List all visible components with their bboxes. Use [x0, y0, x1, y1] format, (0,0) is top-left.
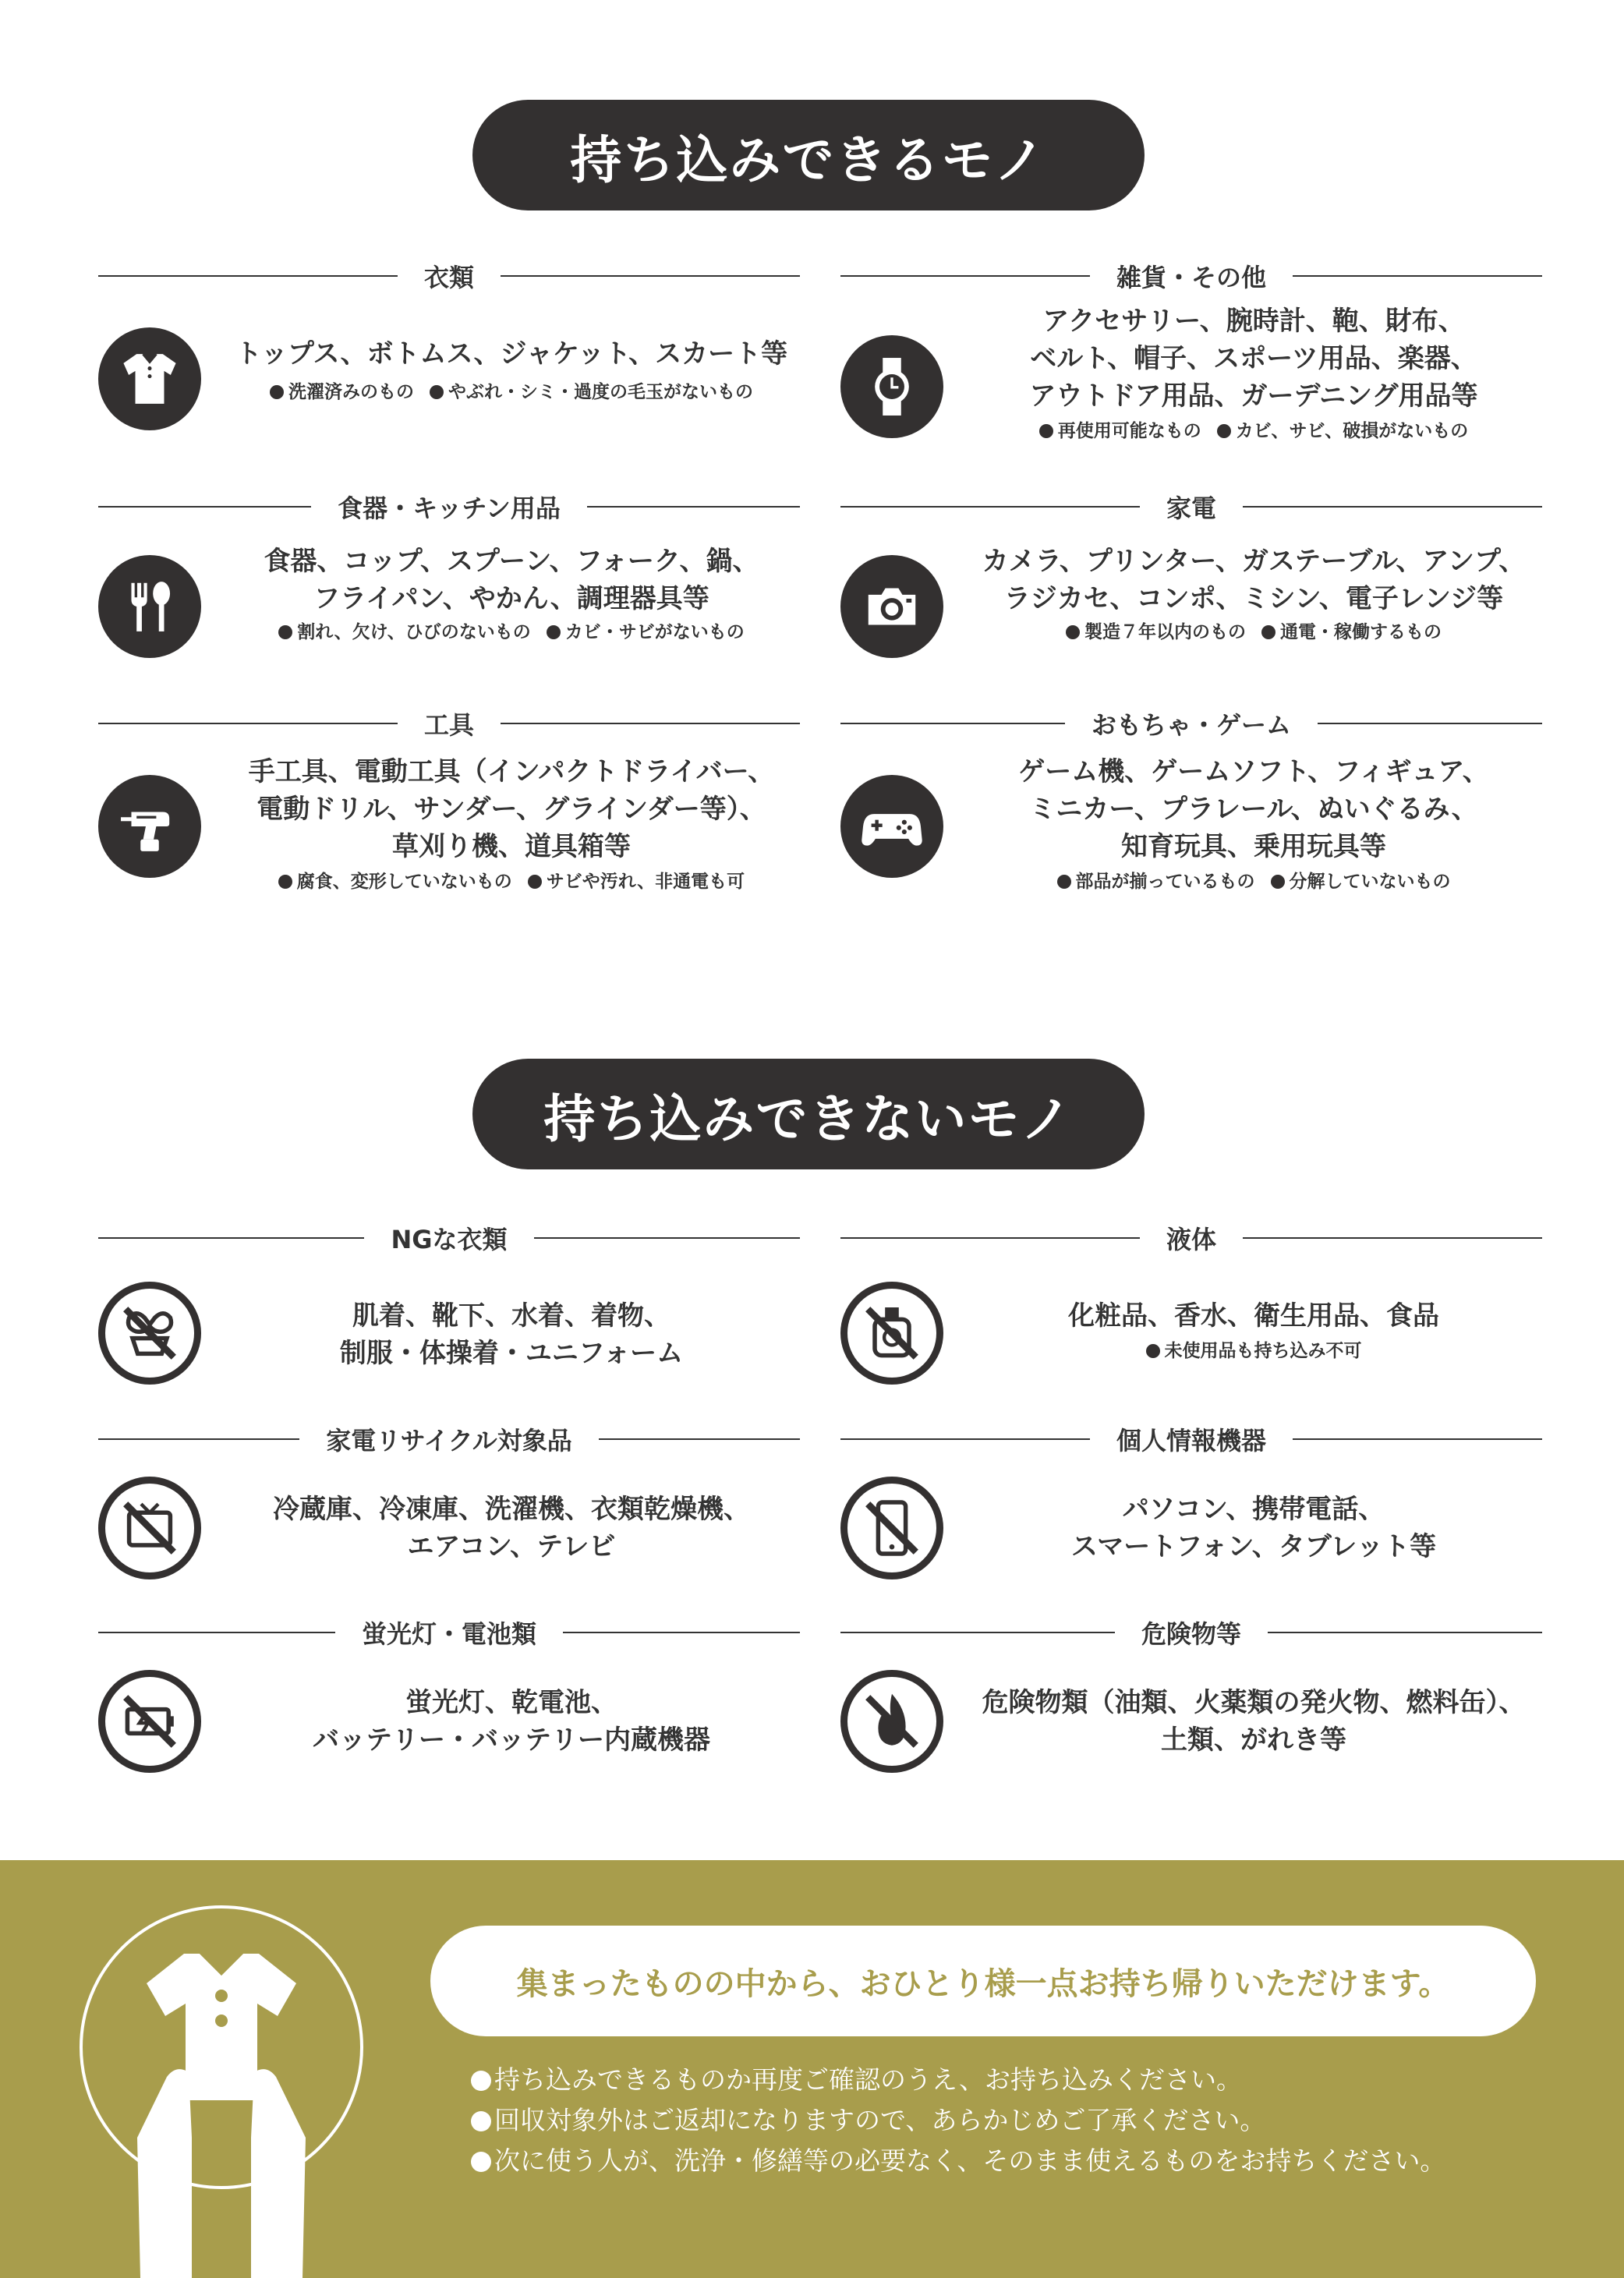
- category-items: トップス、ボトムス、ジャケット、スカート等: [235, 338, 788, 370]
- category-toys: [840, 708, 1542, 892]
- category-items: 危険物類（油類、火薬類の発火物、燃料缶）、 土類、がれき等: [982, 1687, 1526, 1756]
- category-title: 危険物等: [1141, 1619, 1242, 1649]
- category-recycle: [98, 1424, 800, 1562]
- category-title: おもちゃ・ゲーム: [1092, 710, 1292, 740]
- shirt-icon: [98, 327, 201, 430]
- category-notes: 部品が揃っているもの 分解していないもの: [965, 867, 1542, 893]
- hands-shirt-icon: [75, 1904, 371, 2278]
- category-title: 雑貨・その他: [1116, 263, 1267, 292]
- footer-note: 次に使う人が、洗浄・修繕等の必要なく、そのまま使えるものをお持ちください。: [471, 2141, 1445, 2181]
- category-items: パソコン、携帯電話、 スマートフォン、タブレット等: [1070, 1494, 1437, 1562]
- category-notes: 腐食、変形していないもの サビや汚れ、非通電も可: [223, 867, 800, 893]
- footer: [0, 1860, 1624, 2278]
- footer-note: 回収対象外はご返却になりますので、あらかじめご了承ください。: [471, 2100, 1445, 2141]
- category-items: 化粧品、香水、衛生用品、食品: [1068, 1300, 1439, 1332]
- category-notes: 再使用可能なもの カビ、サビ、破損がないもの: [965, 416, 1542, 442]
- category-items: 食器、コップ、スプーン、フォーク、鍋、 フライパン、やかん、調理器具等: [264, 546, 759, 614]
- category-title: 食器・キッチン用品: [338, 493, 561, 523]
- no-phone-icon: [840, 1477, 943, 1579]
- gamepad-icon: [840, 775, 943, 878]
- cutlery-icon: [98, 555, 201, 658]
- category-title: 家電: [1166, 493, 1217, 523]
- category-title: 液体: [1166, 1225, 1217, 1254]
- no-fire-icon: [840, 1670, 943, 1773]
- category-liquid: [840, 1222, 1542, 1361]
- category-items: 蛍光灯、乾電池、 バッテリー・バッテリー内蔵機器: [313, 1687, 710, 1756]
- not-allowed-title: 持ち込みできないモノ: [472, 1059, 1145, 1169]
- watch-icon: [840, 335, 943, 438]
- category-items: ゲーム機、ゲームソフト、フィギュア、 ミニカー、プラレール、ぬいぐるみ、 知育玩具、乗用玩具等: [1018, 756, 1489, 862]
- category-items: 手工具、電動工具（インパクトドライバー、 電動ドリル、サンダー、グラインダー等）、 草刈り機、道具箱等: [248, 756, 775, 862]
- no-perfume-icon: [840, 1282, 943, 1385]
- camera-icon: [840, 555, 943, 658]
- category-clothing: [98, 260, 800, 402]
- category-notes: 製造７年以内のもの 通電・稼働するもの: [965, 617, 1542, 643]
- category-notes: 洗濯済みのもの やぶれ・シミ・過度の毛玉がないもの: [223, 377, 800, 403]
- category-items: 冷蔵庫、冷凍庫、洗濯機、衣類乾燥機、 エアコン、テレビ: [273, 1494, 750, 1562]
- no-underwear-icon: [98, 1282, 201, 1385]
- category-title: NGな衣類: [391, 1225, 508, 1254]
- category-notes: 未使用品も持ち込み不可: [965, 1336, 1542, 1362]
- category-title: 蛍光灯・電池類: [362, 1619, 537, 1649]
- category-notes: 割れ、欠け、ひびのないもの カビ・サビがないもの: [223, 617, 800, 643]
- category-personal: [840, 1424, 1542, 1562]
- category-appliance: [840, 491, 1542, 642]
- category-ng-clothing: [98, 1222, 800, 1369]
- drill-icon: [98, 775, 201, 878]
- footer-notes: [471, 2060, 1445, 2181]
- category-title: 衣類: [424, 263, 475, 292]
- footer-note: 持ち込みできるものか再度ご確認のうえ、お持ち込みください。: [471, 2060, 1445, 2100]
- no-battery-icon: [98, 1670, 201, 1773]
- category-title: 個人情報機器: [1116, 1426, 1267, 1456]
- category-tools: [98, 708, 800, 892]
- category-kitchen: [98, 491, 800, 642]
- no-tv-icon: [98, 1477, 201, 1579]
- category-items: 肌着、靴下、水着、着物、 制服・体操着・ユニフォーム: [339, 1300, 684, 1369]
- category-title: 工具: [424, 710, 475, 740]
- category-title: 家電リサイクル対象品: [326, 1426, 572, 1456]
- footer-banner: 集まったものの中から、おひとり様一点お持ち帰りいただけます。: [430, 1926, 1536, 2036]
- category-items: カメラ、プリンター、ガステーブル、アンプ、 ラジカセ、コンポ、ミシン、電子レンジ等: [982, 546, 1526, 614]
- category-goods: [840, 260, 1542, 441]
- category-battery: [98, 1617, 800, 1756]
- category-danger: [840, 1617, 1542, 1756]
- category-items: アクセサリー、腕時計、鞄、財布、 ベルト、帽子、スポーツ用品、楽器、 アウトドア用品、ガーデニング用品等: [1029, 306, 1478, 412]
- allowed-title: 持ち込みできるモノ: [472, 100, 1145, 210]
